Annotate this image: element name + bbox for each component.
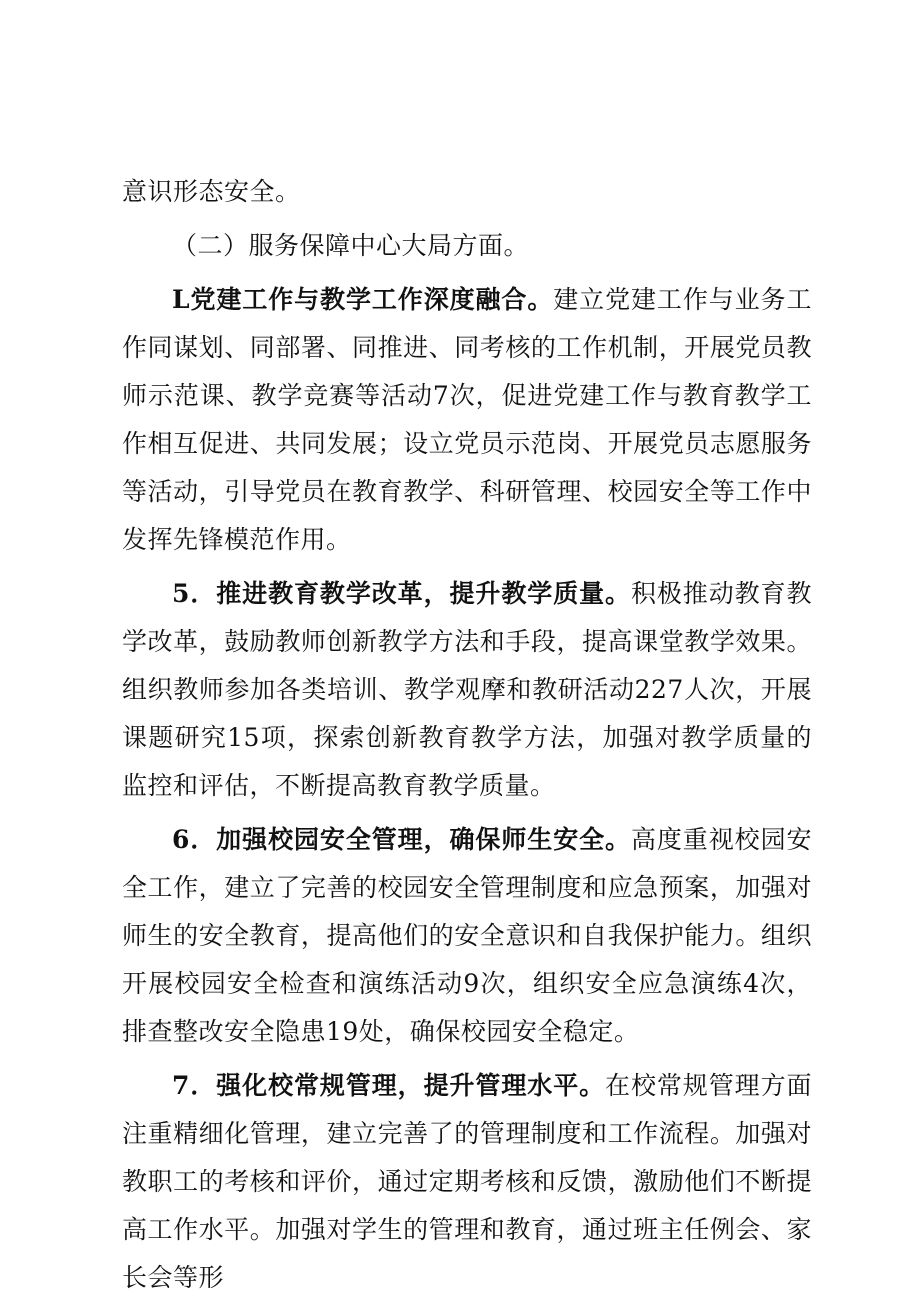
paragraph-body: 建立党建工作与业务工作同谋划、同部署、同推进、同考核的工作机制，开展党员教师示范课、教学竞赛等活动7次，促进党建工作与教育教学工作相互促进、共同发展；设立党员示范岗、开展党员志愿服务等活动，引导党员在教育教学、科研管理、校园安全等工作中发挥先锋模范作用。	[122, 285, 812, 554]
paragraph-campus-safety	[122, 816, 812, 1056]
paragraph-body: 积极推动教育教学改革，鼓励教师创新教学方法和手段，提高课堂教学效果。组织教师参加各类培训、教学观摩和教研活动227人次，开展课题研究15项，探索创新教育教学方法，加强对教学质量的监控和评估，不断提高教育教学质量。	[122, 579, 812, 800]
paragraph-routine-management	[122, 1062, 812, 1302]
paragraph-lead: 7．强化校常规管理，提升管理水平。	[172, 1071, 606, 1100]
paragraph-party-building	[122, 276, 812, 564]
paragraph-body: 在校常规管理方面注重精细化管理，建立完善了的管理制度和工作流程。加强对教职工的考核和评价，通过定期考核和反馈，激励他们不断提高工作水平。加强对学生的管理和教育，通过班主任例会、家长会等形	[122, 1071, 812, 1292]
paragraph-lead: 6．加强校园安全管理，确保师生安全。	[172, 825, 631, 854]
paragraph-text: 意识形态安全。	[122, 177, 301, 206]
section-heading-text: （二）服务保障中心大局方面。	[172, 231, 530, 260]
paragraph-teaching-reform	[122, 570, 812, 810]
paragraph-lead: 5．推进教育教学改革，提升教学质量。	[172, 579, 631, 608]
paragraph-continuation	[122, 168, 812, 216]
document-body	[122, 168, 812, 1302]
paragraph-lead: L党建工作与教学工作深度融合。	[172, 285, 554, 314]
paragraph-body: 高度重视校园安全工作，建立了完善的校园安全管理制度和应急预案，加强对师生的安全教育，提高他们的安全意识和自我保护能力。组织开展校园安全检查和演练活动9次，组织安全应急演练4次，排查整改安全隐患19处，确保校园安全稳定。	[122, 825, 812, 1046]
section-heading	[122, 222, 812, 270]
